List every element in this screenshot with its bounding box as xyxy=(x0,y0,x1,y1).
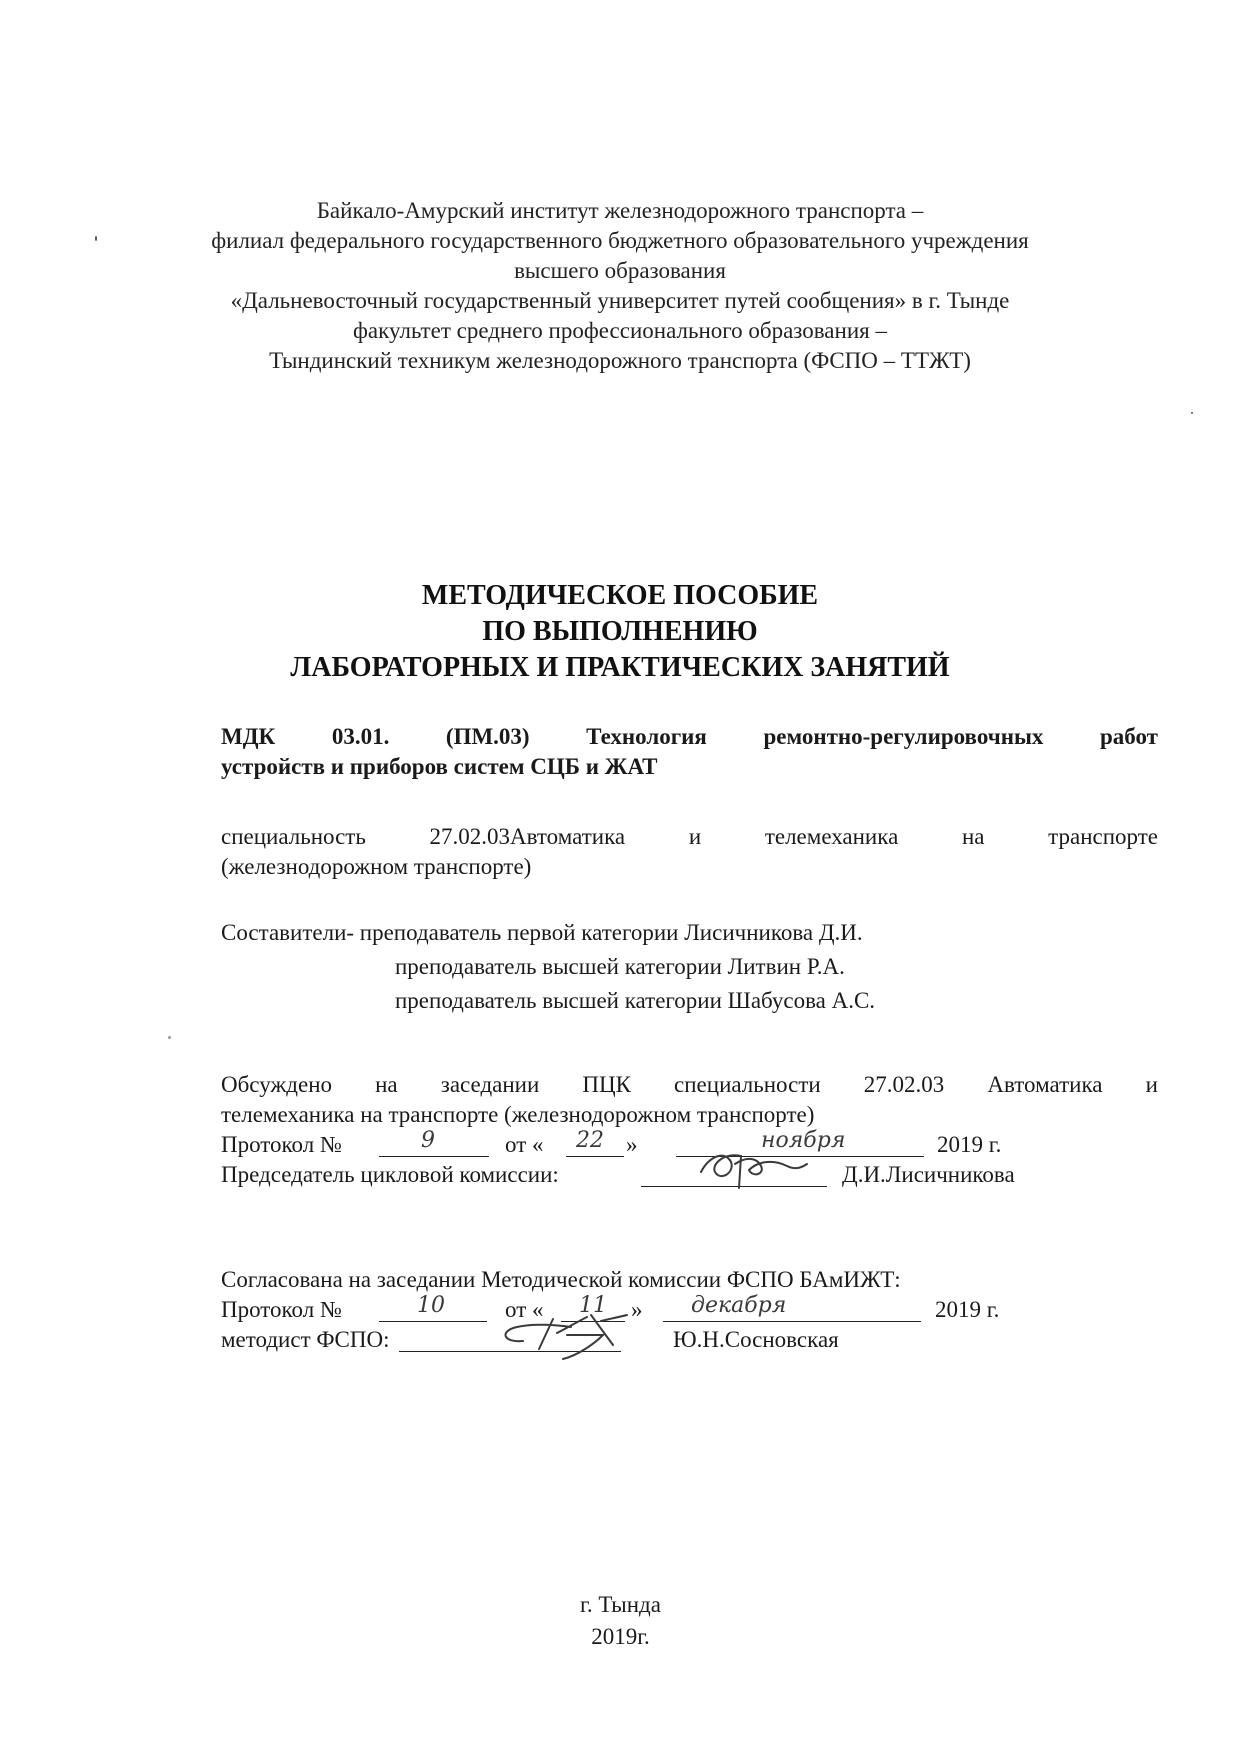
month-handwritten: декабря xyxy=(691,1293,787,1318)
chair-label: Председатель цикловой комиссии: xyxy=(221,1162,559,1187)
discussion-protocol-row xyxy=(221,1130,1158,1160)
word: 27.02.03Автоматика xyxy=(429,824,626,849)
month-handwritten: ноября xyxy=(761,1128,846,1153)
specialty-line-2: (железнодорожном транспорте) xyxy=(221,854,532,879)
word: ПЦК xyxy=(582,1072,631,1097)
discussion-line-1 xyxy=(221,1070,1158,1100)
discussion-block xyxy=(221,1070,1158,1190)
protocol-label: Протокол № xyxy=(221,1297,342,1322)
scan-speck xyxy=(168,1036,171,1039)
word: специальности xyxy=(674,1072,821,1097)
word: Обсуждено xyxy=(221,1072,333,1097)
header-line: филиал федерального государственного бюджетного образовательного учреждения xyxy=(211,228,1029,253)
word: ремонтно-регулировочных xyxy=(763,724,1044,749)
course-module-line-2: устройств и приборов систем СЦБ и ЖАТ xyxy=(221,754,658,779)
authors xyxy=(221,916,875,1018)
footer xyxy=(0,1589,1241,1653)
header-line: высшего образования xyxy=(514,258,726,283)
word: заседании xyxy=(440,1072,540,1097)
word: на xyxy=(961,824,985,849)
day-close-quote: » xyxy=(626,1132,638,1157)
methodist-name: Ю.Н.Сосновская xyxy=(673,1327,839,1352)
discussion-line-2: телемеханика на транспорте (железнодорожном транспорте) xyxy=(221,1102,815,1127)
word: 27.02.03 xyxy=(863,1072,945,1097)
word: Технология xyxy=(586,724,707,749)
protocol-number-handwritten: 9 xyxy=(421,1128,435,1153)
word: и xyxy=(688,824,702,849)
chair-name: Д.И.Лисичникова xyxy=(842,1162,1015,1187)
year-text: 2019 г. xyxy=(935,1297,1000,1322)
header-line: Байкало-Амурский институт железнодорожного транспорта – xyxy=(316,198,924,223)
footer-city: г. Тында xyxy=(580,1592,661,1617)
author-line: Составители- преподаватель первой категории Лисичникова Д.И. xyxy=(221,920,863,945)
author-line: преподаватель высшей категории Литвин Р.А. xyxy=(395,954,845,979)
approval-line-1: Согласована на заседании Методической комиссии ФСПО БАмИЖТ: xyxy=(221,1267,901,1292)
approval-protocol-row xyxy=(221,1295,1158,1325)
header-line: факультет среднего профессионального образования – xyxy=(353,318,887,343)
word: Автоматика xyxy=(987,1072,1103,1097)
methodist-row xyxy=(221,1325,1158,1355)
day-handwritten: 11 xyxy=(579,1293,607,1318)
header-line: Тындинский техникум железнодорожного транспорта (ФСПО – ТТЖТ) xyxy=(269,348,971,373)
document-title xyxy=(200,578,1040,686)
methodist-signature xyxy=(483,1305,633,1363)
word: на xyxy=(375,1072,398,1097)
approval-block xyxy=(221,1265,1158,1355)
day-handwritten: 22 xyxy=(576,1128,604,1153)
institution-header xyxy=(160,196,1080,376)
scan-speck xyxy=(95,236,97,241)
protocol-number-handwritten: 10 xyxy=(417,1293,445,1318)
title-line: МЕТОДИЧЕСКОЕ ПОСОБИЕ xyxy=(421,580,819,611)
chair-signature xyxy=(691,1142,811,1194)
date-from-label: от « xyxy=(505,1132,544,1157)
date-from-label: от « xyxy=(505,1297,544,1322)
specialty-line-1 xyxy=(221,822,1158,852)
course-module-line-1 xyxy=(221,722,1158,752)
day-close-quote: » xyxy=(631,1297,643,1322)
word: специальность xyxy=(221,824,366,849)
specialty xyxy=(221,822,1158,882)
footer-year: 2019г. xyxy=(591,1624,650,1649)
course-module xyxy=(221,722,1158,782)
header-line: «Дальневосточный государственный университет путей сообщения» в г. Тынде xyxy=(230,288,1010,313)
author-line: преподаватель высшей категории Шабусова А.С. xyxy=(395,988,876,1013)
title-line: ПО ВЫПОЛНЕНИЮ xyxy=(482,616,758,647)
word: транспорте xyxy=(1048,824,1158,849)
word: и xyxy=(1145,1072,1158,1097)
methodist-label: методист ФСПО: xyxy=(221,1327,390,1352)
word: 03.01. xyxy=(331,724,390,749)
word: (ПМ.03) xyxy=(445,724,530,749)
word: телемеханика xyxy=(764,824,899,849)
year-text: 2019 г. xyxy=(937,1132,1002,1157)
protocol-label: Протокол № xyxy=(221,1132,342,1157)
word: работ xyxy=(1100,724,1158,749)
word: МДК xyxy=(221,724,276,749)
chair-row xyxy=(221,1160,1158,1190)
title-line: ЛАБОРАТОРНЫХ И ПРАКТИЧЕСКИХ ЗАНЯТИЙ xyxy=(290,652,950,683)
scan-speck xyxy=(1191,412,1193,414)
